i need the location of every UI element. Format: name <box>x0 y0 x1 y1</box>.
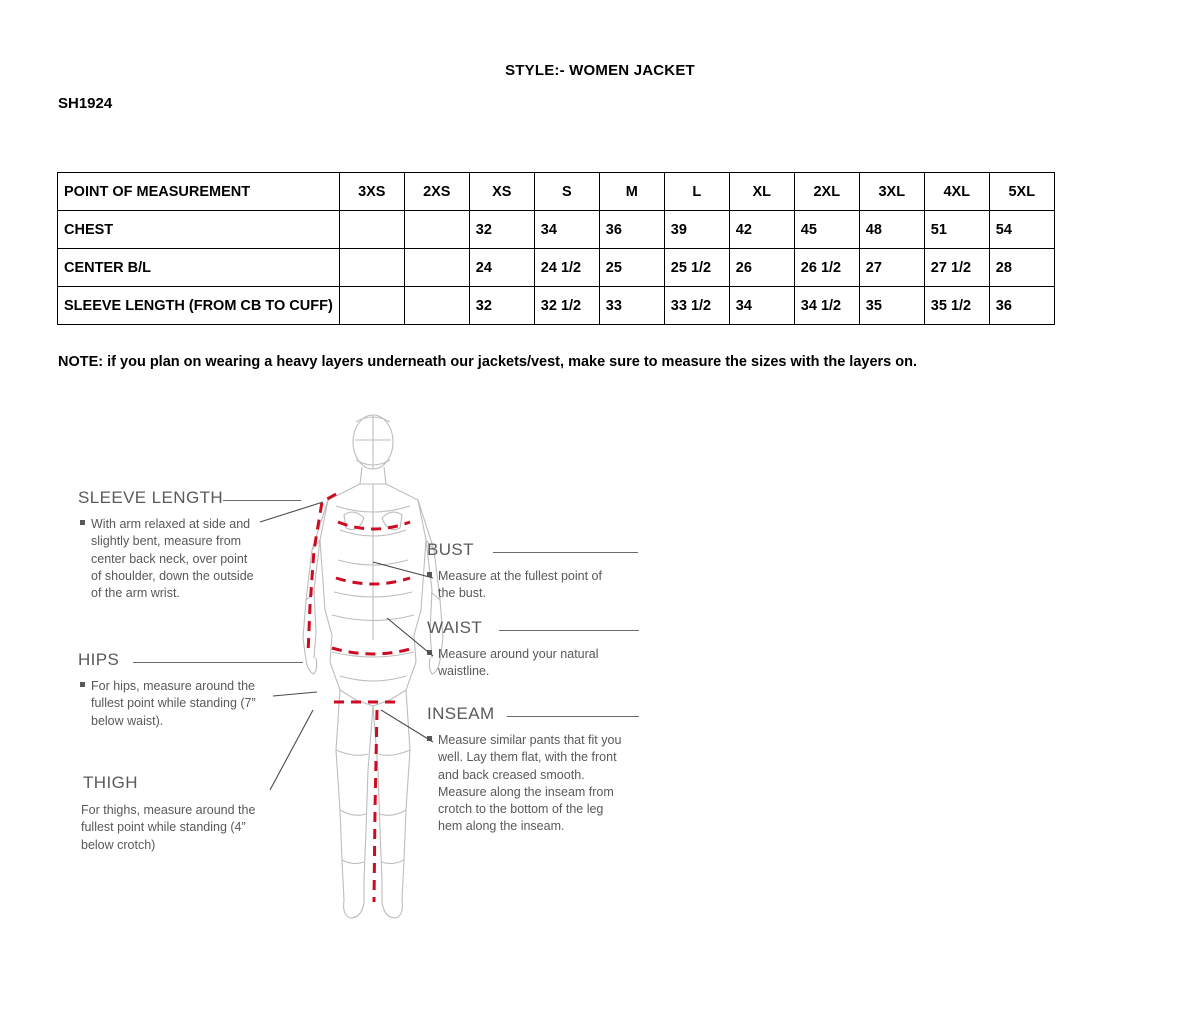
cell-chest-5xl: 54 <box>989 211 1054 249</box>
column-header-m: M <box>599 173 664 211</box>
style-code: SH1924 <box>58 95 113 112</box>
cell-sleeve-xs: 32 <box>469 287 534 325</box>
table-row <box>58 287 1055 325</box>
column-header-point-of-measurement: POINT OF MEASUREMENT <box>58 173 340 211</box>
cell-centerbl-3xl: 27 <box>859 249 924 287</box>
table-row <box>58 249 1055 287</box>
cell-centerbl-2xl: 26 1/2 <box>794 249 859 287</box>
hips-text: For hips, measure around the fullest point while standing (7” below waist). <box>91 679 256 728</box>
cell-chest-xl: 42 <box>729 211 794 249</box>
cell-centerbl-2xs <box>404 249 469 287</box>
inseam-text: Measure similar pants that fit you well. Lay them flat, with the front and back creased smooth. Measure along the inseam from crotch to the bottom of the leg hem along the inseam. <box>438 733 622 834</box>
column-header-4xl: 4XL <box>924 173 989 211</box>
cell-sleeve-2xs <box>404 287 469 325</box>
cell-sleeve-s: 32 1/2 <box>534 287 599 325</box>
cell-chest-4xl: 51 <box>924 211 989 249</box>
style-title: STYLE:- WOMEN JACKET <box>505 62 695 79</box>
cell-chest-2xs <box>404 211 469 249</box>
table-row <box>58 211 1055 249</box>
cell-sleeve-4xl: 35 1/2 <box>924 287 989 325</box>
label-waist-heading: WAIST <box>427 618 483 637</box>
diagram-connectors <box>55 410 675 955</box>
label-inseam-heading: INSEAM <box>427 704 495 723</box>
cell-chest-3xs <box>339 211 404 249</box>
column-header-3xl: 3XL <box>859 173 924 211</box>
cell-centerbl-xl: 26 <box>729 249 794 287</box>
cell-sleeve-xl: 34 <box>729 287 794 325</box>
column-header-s: S <box>534 173 599 211</box>
measurement-diagram <box>55 410 675 955</box>
cell-centerbl-l: 25 1/2 <box>664 249 729 287</box>
cell-sleeve-l: 33 1/2 <box>664 287 729 325</box>
cell-centerbl-3xs <box>339 249 404 287</box>
cell-sleeve-3xl: 35 <box>859 287 924 325</box>
column-header-5xl: 5XL <box>989 173 1054 211</box>
cell-sleeve-3xs <box>339 287 404 325</box>
row-label-chest: CHEST <box>58 211 340 249</box>
cell-chest-s: 34 <box>534 211 599 249</box>
column-header-xl: XL <box>729 173 794 211</box>
row-label-center-bl: CENTER B/L <box>58 249 340 287</box>
cell-chest-2xl: 45 <box>794 211 859 249</box>
row-label-sleeve-length: SLEEVE LENGTH (FROM CB TO CUFF) <box>58 287 340 325</box>
label-sleeve-length-heading: SLEEVE LENGTH <box>78 488 224 507</box>
column-header-xs: XS <box>469 173 534 211</box>
label-hips-heading: HIPS <box>78 650 120 669</box>
label-thigh-heading: THIGH <box>83 773 138 792</box>
sleeve-length-text: With arm relaxed at side and slightly bent, measure from center back neck, over point of shoulder, down the outside of the arm wrist. <box>91 517 254 601</box>
cell-chest-xs: 32 <box>469 211 534 249</box>
cell-centerbl-s: 24 1/2 <box>534 249 599 287</box>
cell-chest-l: 39 <box>664 211 729 249</box>
cell-sleeve-m: 33 <box>599 287 664 325</box>
column-header-l: L <box>664 173 729 211</box>
column-header-3xs: 3XS <box>339 173 404 211</box>
table-header-row <box>58 173 1055 211</box>
column-header-2xs: 2XS <box>404 173 469 211</box>
cell-centerbl-4xl: 27 1/2 <box>924 249 989 287</box>
bust-text: Measure at the fullest point of the bust. <box>438 569 602 601</box>
label-thigh-body: For thighs, measure around the fullest point while standing (4” below crotch) <box>81 803 256 852</box>
column-header-2xl: 2XL <box>794 173 859 211</box>
cell-chest-3xl: 48 <box>859 211 924 249</box>
cell-sleeve-5xl: 36 <box>989 287 1054 325</box>
cell-centerbl-5xl: 28 <box>989 249 1054 287</box>
cell-centerbl-xs: 24 <box>469 249 534 287</box>
measurement-note: NOTE: if you plan on wearing a heavy layers underneath our jackets/vest, make sure to measure the sizes with the layers on. <box>58 354 918 370</box>
waist-text: Measure around your natural waistline. <box>438 647 599 679</box>
cell-sleeve-2xl: 34 1/2 <box>794 287 859 325</box>
size-chart-table <box>57 172 1055 325</box>
cell-centerbl-m: 25 <box>599 249 664 287</box>
label-bust-heading: BUST <box>427 540 474 559</box>
cell-chest-m: 36 <box>599 211 664 249</box>
